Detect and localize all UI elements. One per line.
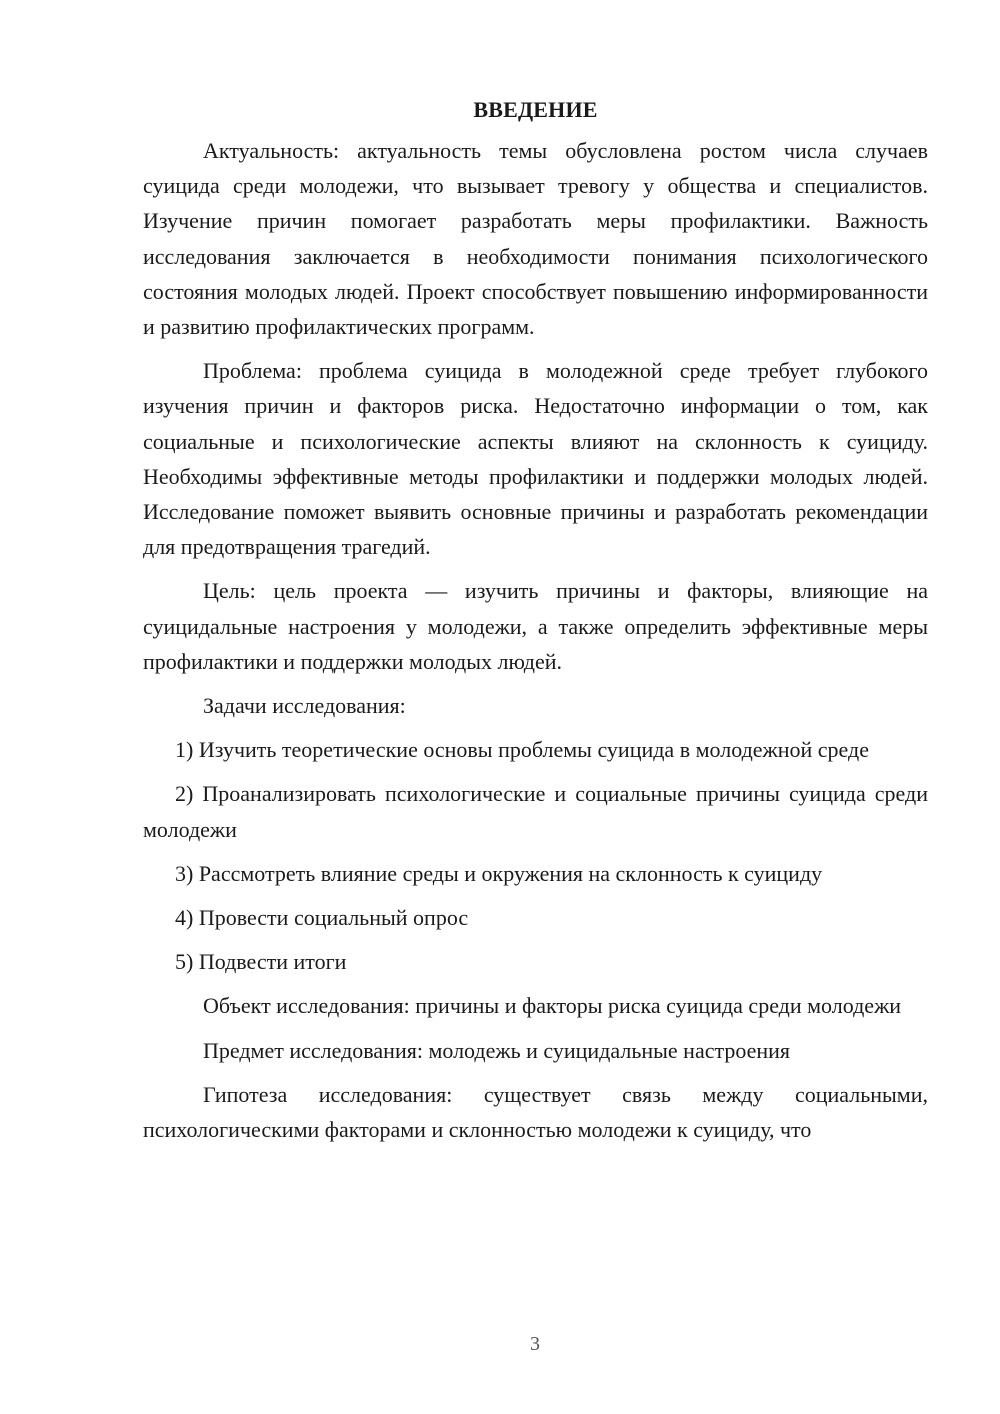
task-item: 2) Проанализировать психологические и социальные причины суицида среди молодежи — [143, 781, 928, 842]
relevance-paragraph: Актуальность: актуальность темы обусловлена ростом числа случаев суицида среди молодежи, что вызывает тревогу у общества и специалистов. Изучение причин помогает разработать меры профилактики. Важность исследования заключается в необходимости понимания психологического состояния молодых людей. Проект способствует повышению информированности и развитию профилактических программ. — [143, 138, 928, 340]
task-item: 5) Подвести итоги — [175, 949, 347, 975]
task-item: 1) Изучить теоретические основы проблемы суицида в молодежной среде — [175, 737, 869, 763]
object-paragraph: Объект исследования: причины и факторы риска суицида среди молодежи — [203, 993, 902, 1019]
problem-paragraph: Проблема: проблема суицида в молодежной среде требует глубокого изучения причин и факторов риска. Недостаточно информации о том, как социальные и психологические аспекты влияют на склонность к суициду. Необходимы эффективные методы профилактики и поддержки молодых людей. Исследование поможет выявить основные причины и разработать рекомендации для предотвращения трагедий. — [143, 358, 928, 560]
page-number: 3 — [530, 1333, 540, 1355]
hypothesis-paragraph: Гипотеза исследования: существует связь между социальными, психологическими факторами и склонностью молодежи к суициду, что — [143, 1081, 928, 1143]
document-page — [143, 92, 928, 1156]
tasks-list — [143, 732, 928, 979]
task-item: 3) Рассмотреть влияние среды и окружения на склонность к суициду — [175, 860, 823, 886]
goal-paragraph: Цель: цель проекта — изучить причины и факторы, влияющие на суицидальные настроения у молодежи, а также определить эффективные меры профилактики и поддержки молодых людей. — [143, 578, 928, 674]
tasks-heading: Задачи исследования: — [203, 693, 406, 719]
task-item: 4) Провести социальный опрос — [175, 905, 469, 931]
subject-paragraph: Предмет исследования: молодежь и суицидальные настроения — [203, 1037, 791, 1063]
page-title: ВВЕДЕНИЕ — [473, 97, 598, 122]
